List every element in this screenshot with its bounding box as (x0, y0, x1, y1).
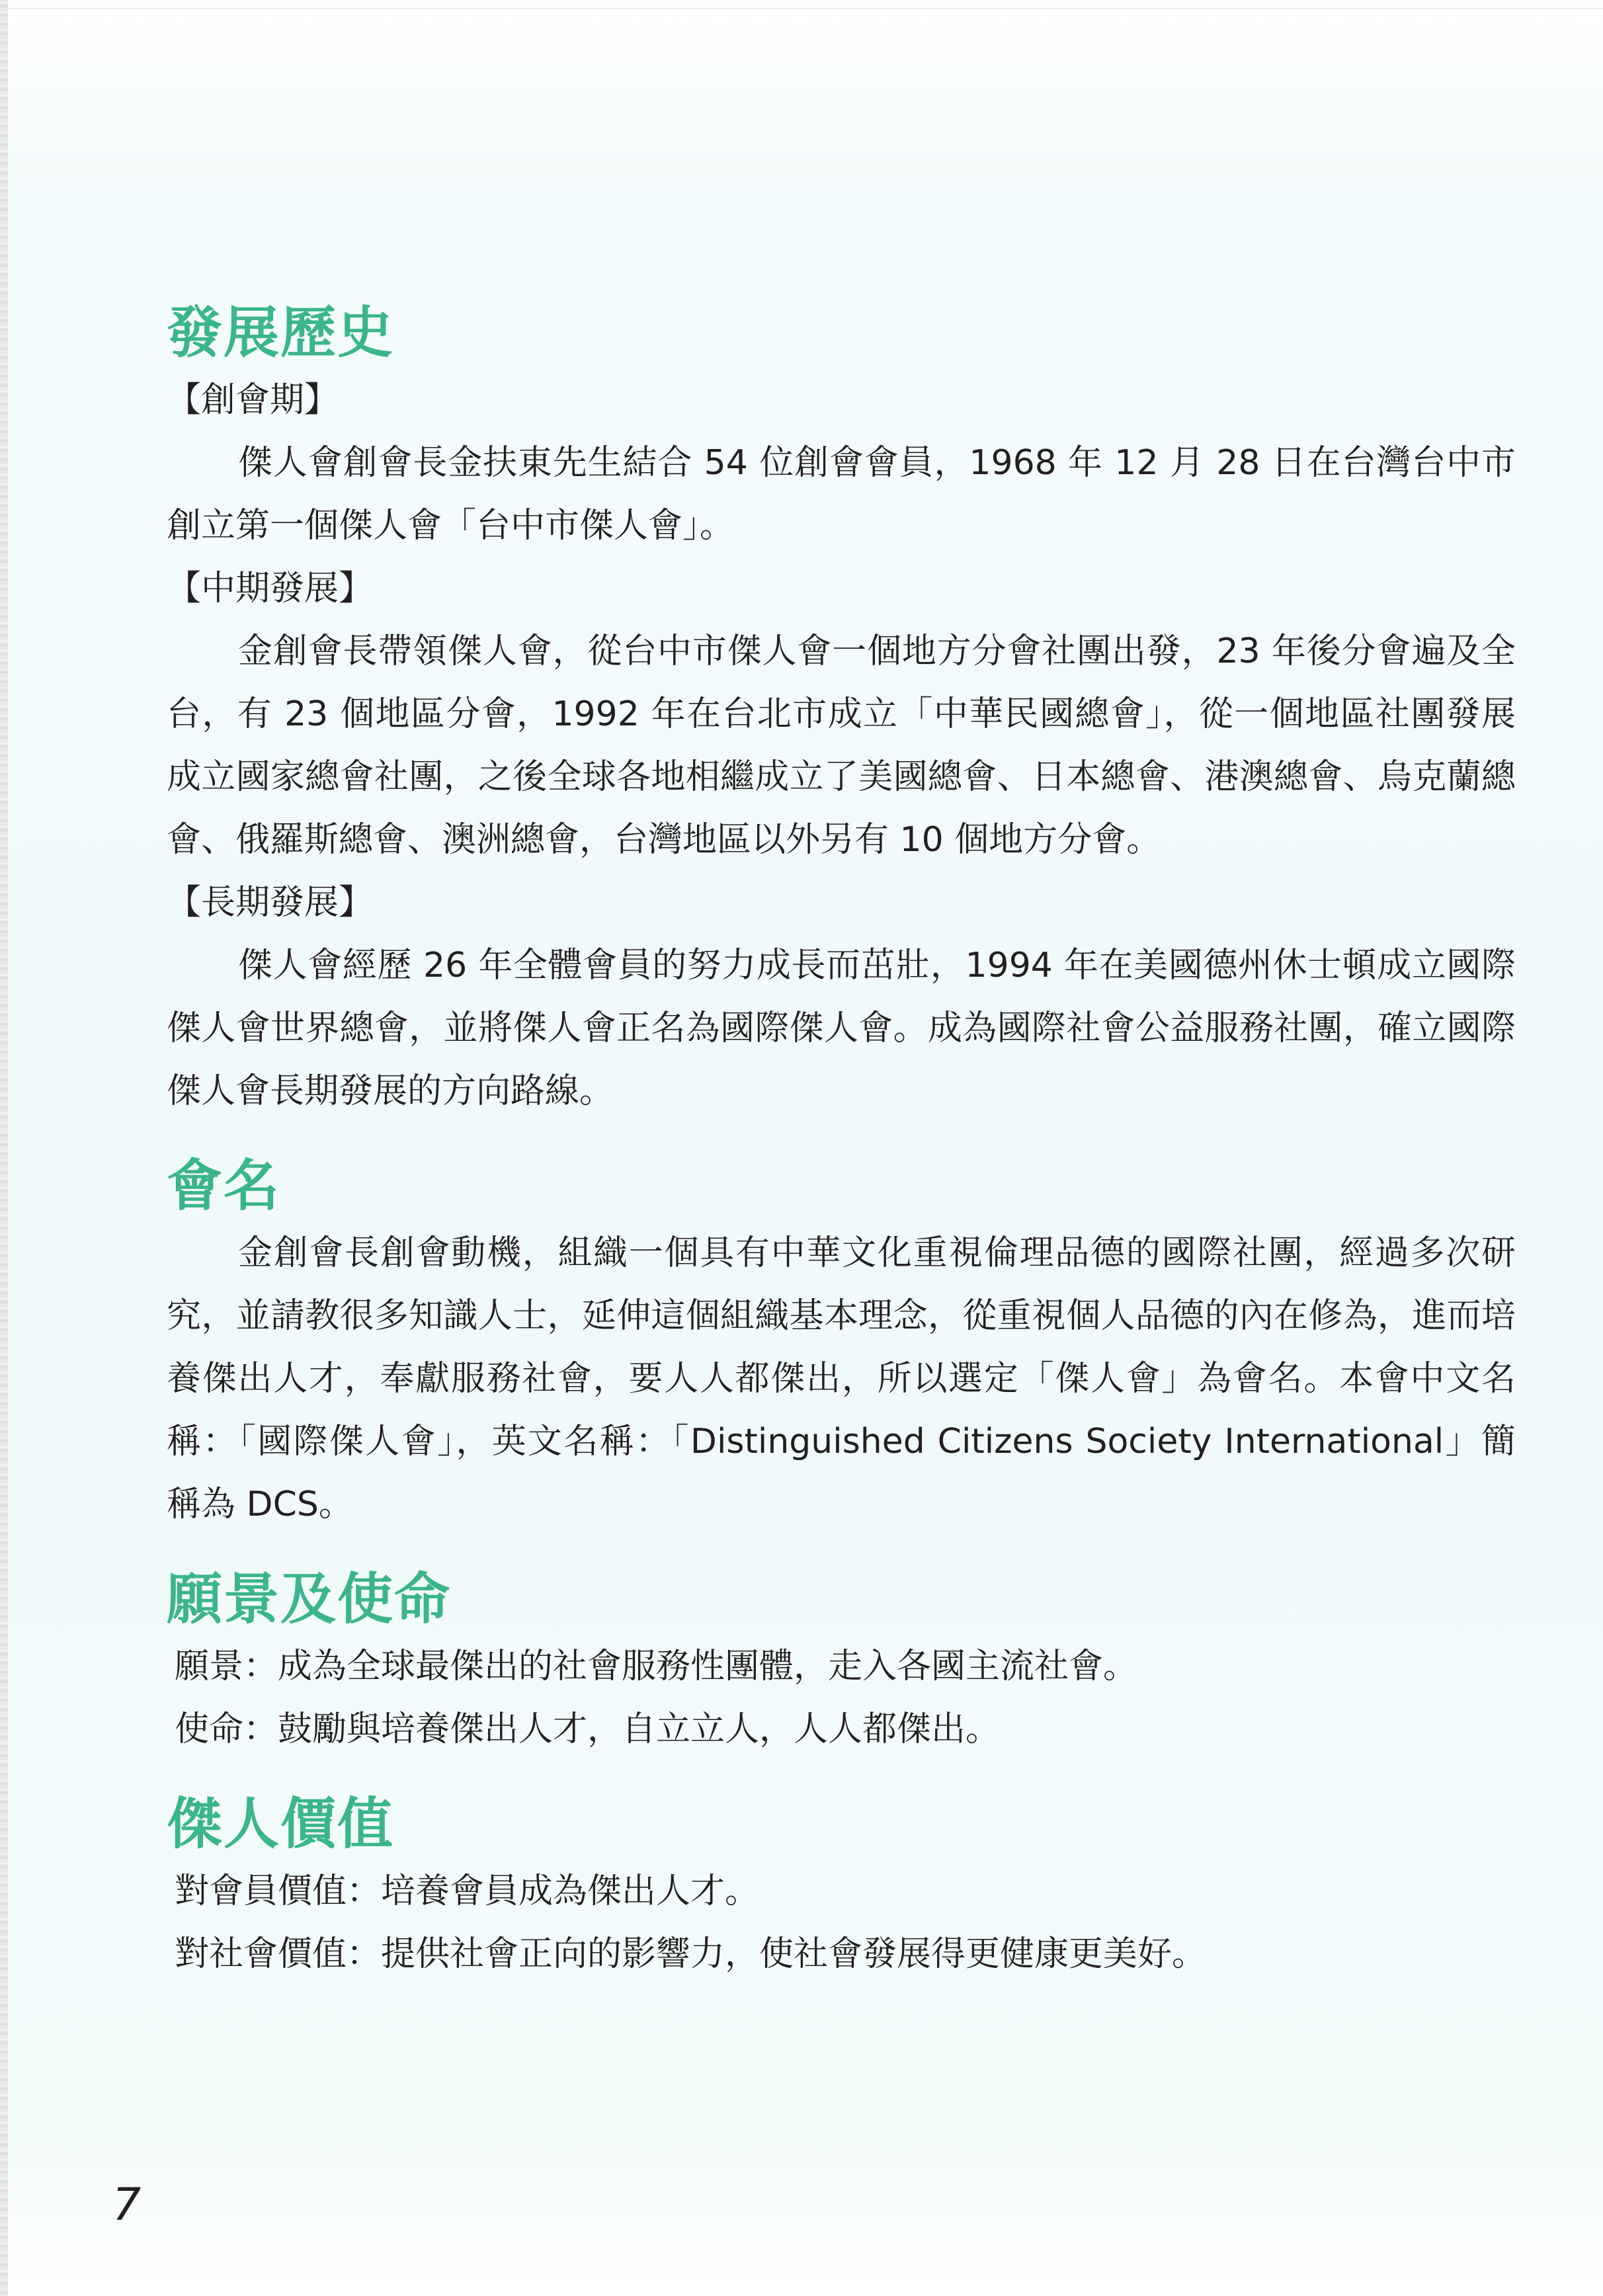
vision-section (167, 1563, 1516, 1761)
history-title: 發展歷史 (167, 300, 395, 365)
long-term-heading: 【長期發展】 (167, 883, 374, 922)
values-section (167, 1787, 1516, 1986)
long-term-paragraph: 傑人會經歷 26 年全體會員的努力成長而茁壯，1994 年在美國德州休士頓成立國際傑人會世界總會，並將傑人會正名為國際傑人會。成為國際社會公益服務社團，確立國際傑人會長期發展的方向路線。 (167, 946, 1516, 1111)
founding-paragraph: 傑人會創會長金扶東先生結合 54 位創會會員，1968 年 12 月 28 日在台灣台中市創立第一個傑人會「台中市傑人會」。 (167, 443, 1516, 546)
vision-line: 願景：成為全球最傑出的社會服務性團體，走入各國主流社會。 (175, 1647, 1138, 1686)
mission-line: 使命：鼓勵與培養傑出人才，自立立人，人人都傑出。 (175, 1709, 1001, 1749)
mid-development-paragraph: 金創會長帶領傑人會，從台中市傑人會一個地方分會社團出發，23 年後分會遍及全台，有 23 個地區分會，1992 年在台北市成立「中華民國總會」，從一個地區社團發展成立國家總會社團，之後全球各地相繼成立了美國總會、日本總會、港澳總會、烏克蘭總會、俄羅斯總會、澳洲總會，台灣地區以外另有 10 個地方分會。 (167, 632, 1516, 860)
name-title: 會名 (167, 1153, 281, 1218)
scan-top-edge (0, 8, 1603, 9)
name-paragraph: 金創會長創會動機，組織一個具有中華文化重視倫理品德的國際社團，經過多次研究，並請教很多知識人士，延伸這個組織基本理念，從重視個人品德的內在修為，進而培養傑出人才，奉獻服務社會，要人人都傑出，所以選定「傑人會」為會名。本會中文名稱：「國際傑人會」，英文名稱：「Distinguished Citizens Society International」簡稱為 DCS。 (167, 1233, 1516, 1524)
document-body (167, 296, 1516, 1986)
mid-development-heading: 【中期發展】 (167, 569, 374, 608)
member-value-line: 對會員價值：培養會員成為傑出人才。 (175, 1871, 760, 1911)
scan-left-edge (0, 0, 8, 2296)
history-section (167, 296, 1516, 1123)
name-section (167, 1149, 1516, 1536)
page-number: 7 (112, 2179, 142, 2231)
founding-heading: 【創會期】 (167, 380, 339, 420)
vision-title: 願景及使命 (167, 1567, 452, 1631)
society-value-line: 對社會價值：提供社會正向的影響力，使社會發展得更健康更美好。 (175, 1934, 1207, 1974)
values-title: 傑人價值 (167, 1791, 395, 1856)
